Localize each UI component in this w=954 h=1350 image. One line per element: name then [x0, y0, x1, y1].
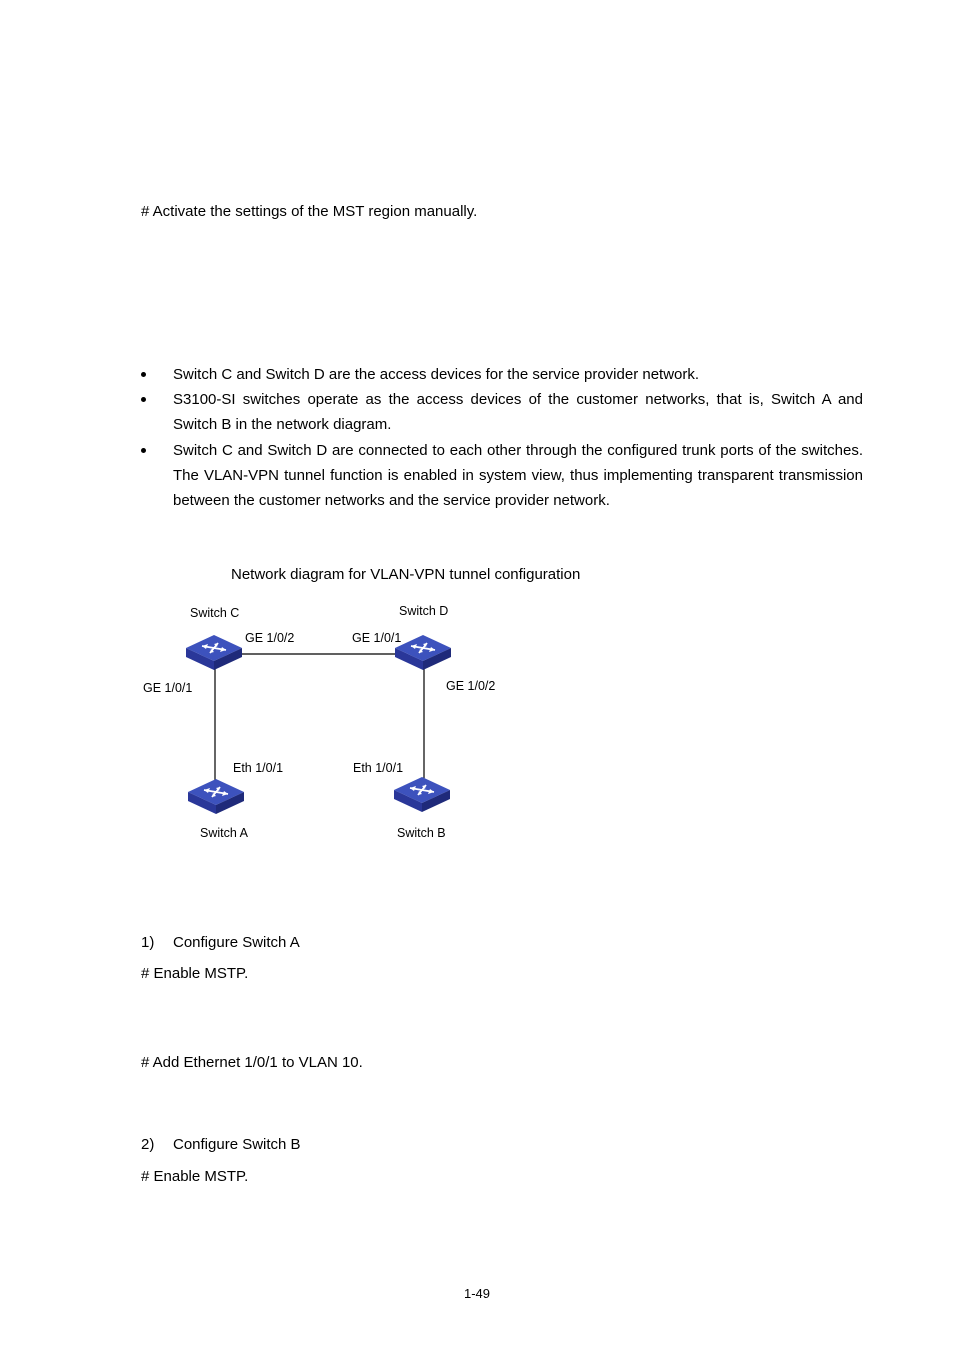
step-title: Configure Switch B [173, 1136, 301, 1153]
switch-d-label: Switch D [399, 604, 449, 618]
bullet-text: Switch C and Switch D are connected to each other through the configured trunk ports of the switches. The VLAN-VPN tunnel function is enabled in system view, thus implementing transparent transmission between the customer networks and the service provider network. [173, 441, 863, 510]
step-1-line: # Enable MSTP. [141, 965, 249, 982]
step-2-line: # Enable MSTP. [141, 1168, 249, 1185]
step-number: 1) [141, 934, 155, 951]
port-label-c-right: GE 1/0/2 [245, 631, 295, 645]
figure-caption: Network diagram for VLAN-VPN tunnel configuration [231, 566, 581, 583]
port-label-a: Eth 1/0/1 [233, 761, 284, 775]
step-number: 2) [141, 1136, 155, 1153]
switch-c-label: Switch C [190, 606, 240, 620]
intro-line: # Activate the settings of the MST region manually. [141, 203, 478, 220]
port-label-d-left: GE 1/0/1 [352, 631, 402, 645]
port-label-b: Eth 1/0/1 [353, 761, 404, 775]
step-title: Configure Switch A [173, 934, 300, 951]
step-2-heading [141, 1136, 301, 1153]
switch-c-icon [186, 635, 242, 670]
port-label-c-down: GE 1/0/1 [143, 681, 193, 695]
switch-b-icon [394, 777, 450, 812]
page-number: 1-49 [463, 1286, 491, 1301]
switch-a-label: Switch A [200, 826, 248, 840]
switch-b-label: Switch B [397, 826, 446, 840]
bullet-text: Switch C and Switch D are the access devices for the service provider network. [173, 366, 700, 383]
step-1-line: # Add Ethernet 1/0/1 to VLAN 10. [141, 1054, 363, 1071]
switch-a-icon [188, 779, 244, 814]
port-label-d-down: GE 1/0/2 [446, 679, 496, 693]
step-1-heading [141, 934, 300, 951]
bullet-text: S3100-SI switches operate as the access devices of the customer networks, that is, Switch A and Switch B in the network diagram. [173, 391, 863, 434]
switch-d-icon [395, 635, 451, 670]
